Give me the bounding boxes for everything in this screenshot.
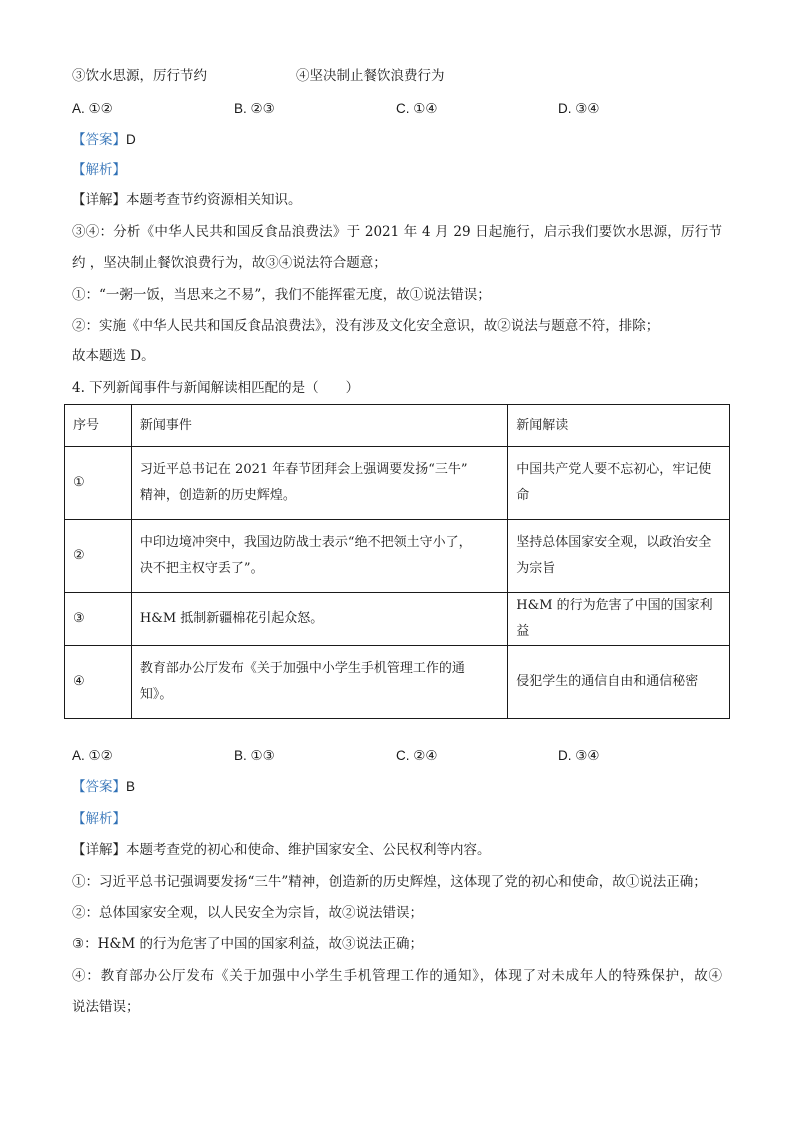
table-row — [65, 520, 730, 593]
q3-option-a: A. ①② — [72, 101, 113, 116]
header-event: 新闻事件 — [131, 405, 507, 447]
header-no: 序号 — [65, 405, 132, 447]
row-event — [131, 646, 507, 719]
table-row — [65, 646, 730, 719]
q3-para3: ②：实施《中华人民共和国反食品浪费法》，没有涉及文化安全意识，故②说法与题意不符，排除； — [72, 318, 660, 334]
q3-item3: ③饮水思源，厉行节约 — [72, 68, 207, 84]
q3-answer — [72, 130, 136, 150]
q4-analysis-tag: 【解析】 — [72, 811, 126, 827]
row-reading — [508, 447, 730, 520]
news-table — [64, 404, 730, 719]
reading-line: 坚持总体国家安全观，以政治安全 — [516, 535, 712, 550]
row-event — [131, 447, 507, 520]
row-reading — [508, 520, 730, 593]
reading-line: 为宗旨 — [516, 561, 556, 576]
row-no: ③ — [65, 593, 132, 646]
q4-option-c: C. ②④ — [396, 748, 438, 763]
q4-para3: ③：H&M 的行为危害了中国的国家利益，故③说法正确； — [72, 936, 424, 952]
row-no: ④ — [65, 646, 132, 719]
row-reading: H&M 的行为危害了中国的国家利益 — [508, 593, 730, 646]
q4-option-a: A. ①② — [72, 748, 113, 763]
q3-para1-line2: 约 ，坚决制止餐饮浪费行为，故③④说法符合题意； — [72, 255, 387, 271]
header-reading: 新闻解读 — [508, 405, 730, 447]
reading-line: 中国共产党人要不忘初心，牢记使 — [516, 462, 712, 477]
table-row — [65, 447, 730, 520]
q4-para1: ①：习近平总书记强调要发扬“三牛”精神，创造新的历史辉煌，这体现了党的初心和使命，故①说法正确； — [72, 874, 707, 890]
q3-option-d: D. ③④ — [558, 101, 600, 116]
q3-option-c: C. ①④ — [396, 101, 438, 116]
event-line: 知》。 — [139, 687, 173, 702]
row-event — [131, 520, 507, 593]
q3-conclusion: 故本题选 D。 — [72, 348, 155, 364]
q4-detail: 【详解】本题考查党的初心和使命、维护国家安全、公民权利等内容。 — [72, 842, 491, 858]
row-no: ② — [65, 520, 132, 593]
q4-para4-line2: 说法错误； — [72, 999, 140, 1015]
reading-line: 命 — [516, 488, 530, 503]
q3-option-b: B. ②③ — [234, 101, 275, 116]
row-event: H&M 抵制新疆棉花引起众怒。 — [131, 593, 507, 646]
q4-answer-tag: 【答案】 — [72, 779, 126, 795]
row-no: ① — [65, 447, 132, 520]
q3-answer-tag: 【答案】 — [72, 132, 126, 148]
q3-detail: 【详解】本题考查节约资源相关知识。 — [72, 192, 302, 208]
q4-option-d: D. ③④ — [558, 748, 600, 763]
q3-item4: ④坚决制止餐饮浪费行为 — [296, 68, 445, 84]
event-line: 决不把主权守丢了”。 — [139, 561, 264, 576]
q4-question: 4. 下列新闻事件与新闻解读相匹配的是（ ） — [72, 380, 360, 396]
event-line: 精神，创造新的历史辉煌。 — [139, 488, 296, 503]
q3-analysis-tag: 【解析】 — [72, 162, 126, 178]
event-line: 中印边境冲突中，我国边防战士表示“绝不把领土守小了， — [139, 535, 472, 550]
q4-option-b: B. ①③ — [234, 748, 275, 763]
q4-para2: ②：总体国家安全观，以人民安全为宗旨，故②说法错误； — [72, 905, 423, 921]
table-header-row — [65, 405, 730, 447]
q3-para2: ①：“一粥一饭，当思来之不易”，我们不能挥霍无度，故①说法错误； — [72, 287, 491, 303]
q4-para4-line1: ④：教育部办公厅发布《关于加强中小学生手机管理工作的通知》，体现了对未成年人的特殊保护，故④ — [72, 968, 722, 984]
row-reading: 侵犯学生的通信自由和通信秘密 — [508, 646, 730, 719]
q3-para1-line1: ③④：分析《中华人民共和国反食品浪费法》于 2021 年 4 月 29 日起施行，启示我们要饮水思源，厉行节 — [72, 224, 722, 240]
q3-answer-value: D — [126, 132, 136, 147]
table-row — [65, 593, 730, 646]
event-line: 教育部办公厅发布《关于加强中小学生手机管理工作的通 — [139, 661, 465, 676]
q4-answer-value: B — [126, 779, 136, 794]
q4-answer — [72, 777, 135, 797]
event-line: 习近平总书记在 2021 年春节团拜会上强调要发扬“三牛” — [139, 462, 468, 477]
